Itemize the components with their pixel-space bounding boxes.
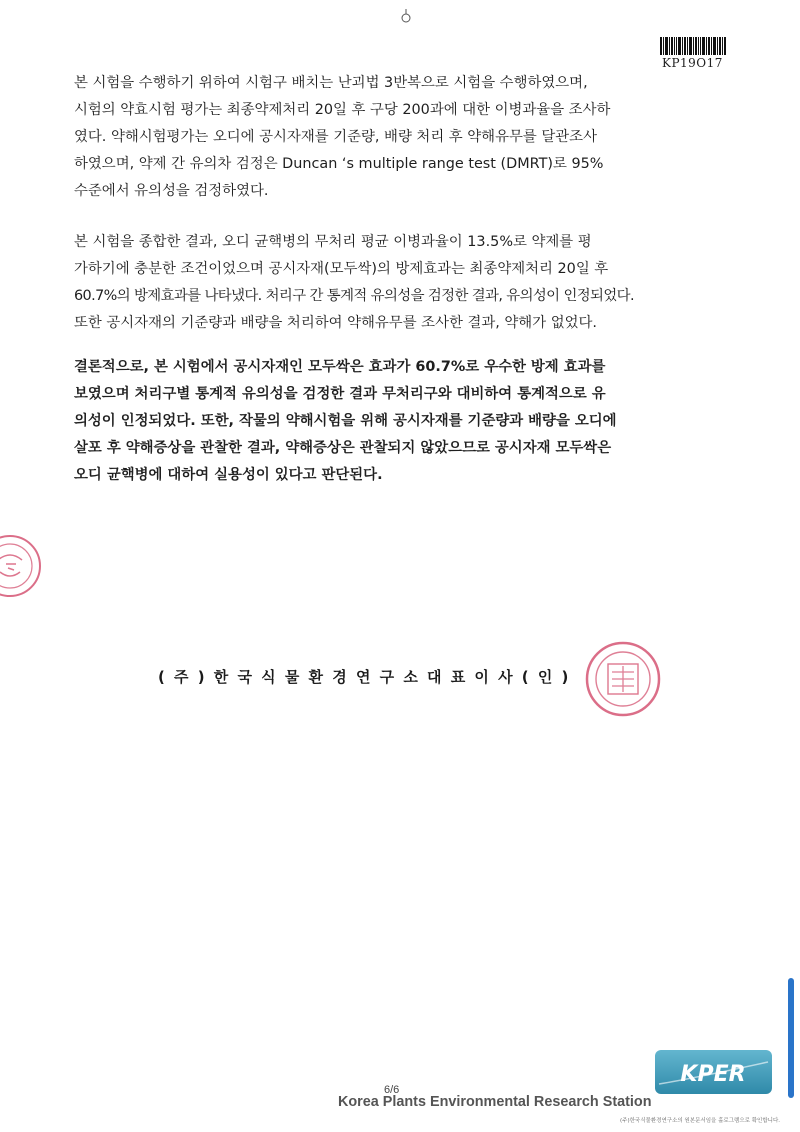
text-line: 가하기에 충분한 조건이었으며 공시자재(모두싹)의 방제효과는 최종약제처리 20일 후: [74, 261, 609, 277]
text-line: 하였으며, 약제 간 유의차 검정은 Duncan ‘s multiple range test (DMRT)로 95%: [74, 156, 604, 172]
text-line: 60.7%의 방제효과를 나타냈다. 처리구 간 통계적 유의성을 검정한 결과, 유의성이 인정되었다.: [74, 288, 634, 304]
text-line: 결론적으로, 본 시험에서 공시자재인 모두싹은 효과가 60.7%로 우수한 방제 효과를: [74, 359, 606, 375]
text-line: 수준에서 유의성을 검정하였다.: [74, 183, 269, 199]
page-number: 6/6: [384, 1084, 400, 1096]
text-line: 시험의 약효시험 평가는 최종약제처리 20일 후 구당 200과에 대한 이병과율을 조사하: [74, 102, 611, 118]
document-code: KP19O17: [662, 56, 723, 70]
text-line: 오디 균핵병에 대하여 실용성이 있다고 판단된다.: [74, 467, 383, 483]
text-line: 또한 공시자재의 기준량과 배량을 처리하여 약해유무를 조사한 결과, 약해가 없었다.: [74, 315, 597, 331]
text-line: 살포 후 약해증상을 관찰한 결과, 약해증상은 관찰되지 않았으므로 공시자재 모두싹은: [74, 440, 612, 456]
signature-line: (주)한국식물환경연구소대표이사(인): [158, 668, 578, 686]
text-line: 보였으며 처리구별 통계적 유의성을 검정한 결과 무처리구와 대비하여 통계적으로 유: [74, 386, 606, 402]
side-color-bar: [788, 978, 794, 1098]
footer-organization: Korea Plants Environmental Research Station: [338, 1094, 652, 1110]
text-line: 본 시험을 종합한 결과, 오디 균핵병의 무처리 평균 이병과율이 13.5%로 약제를 평: [74, 234, 592, 250]
logo-text: KPER: [680, 1062, 746, 1087]
text-line: 의성이 인정되었다. 또한, 작물의 약해시험을 위해 공시자재를 기준량과 배량을 오디에: [74, 413, 617, 429]
hologram-note: (주)한국식물환경연구소의 원본문서임을 홀로그램으로 확인합니다.: [620, 1118, 781, 1124]
seal-stamp-icon: [584, 640, 662, 718]
seal-stamp-icon: [0, 530, 42, 602]
text-line: 였다. 약해시험평가는 오디에 공시자재를 기준량, 배량 처리 후 약해유무를 달관조사: [74, 129, 597, 145]
small-ring-icon: [396, 6, 416, 26]
paragraph-conclusion: [74, 354, 726, 489]
paragraph-results: [74, 229, 726, 337]
kper-logo: [655, 1050, 772, 1094]
paragraph-methods: [74, 70, 726, 205]
text-line: 본 시험을 수행하기 위하여 시험구 배치는 난괴법 3반복으로 시험을 수행하였으며,: [74, 75, 588, 91]
barcode-icon: [660, 37, 726, 55]
